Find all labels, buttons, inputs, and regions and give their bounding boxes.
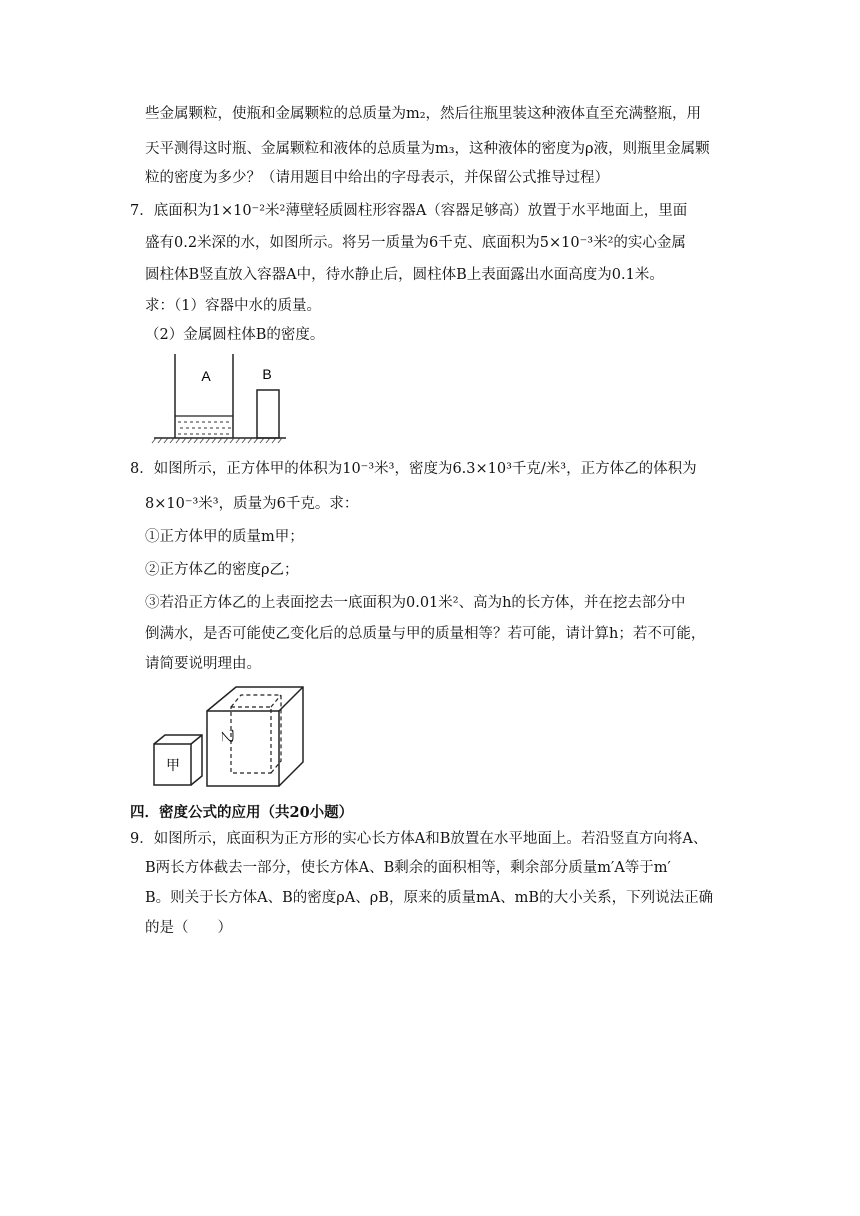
label-jia: 甲 (166, 758, 180, 774)
container-a (175, 354, 233, 438)
intro-line-2: 天平测得这时瓶、金属颗粒和液体的总质量为m₃，这种液体的密度为ρ液，则瓶里金属颗 (145, 141, 710, 157)
intro-line-1: 些金属颗粒，使瓶和金属颗粒的总质量为m₂，然后往瓶里装这种液体直至充满整瓶，用 (145, 106, 702, 122)
q7-figure (150, 352, 300, 444)
label-b: B (262, 366, 272, 382)
q8-line-1: 8．如图所示，正方体甲的体积为10⁻³米³，密度为6.3×10³千克/米³，正方体乙的体积为 (130, 461, 697, 477)
q8-line-2: 8×10⁻³米³，质量为6千克。求： (145, 496, 359, 512)
q8-line-7: 请简要说明理由。 (145, 656, 261, 672)
q9-line-1: 9．如图所示，底面积为正方形的实心长方体A和B放置在水平地面上。若沿竖直方向将A、 (130, 831, 708, 847)
water-level (178, 422, 231, 434)
cylinder-b (257, 390, 279, 438)
q7-line-1: 7．底面积为1×10⁻²米²薄壁轻质圆柱形容器A（容器足够高）放置于水平地面上，里面 (130, 203, 688, 219)
dug-cavity (231, 695, 281, 773)
intro-line-3: 粒的密度为多少？（请用题目中给出的字母表示，并保留公式推导过程） (145, 170, 609, 186)
q8-line-6: 倒满水，是否可能使乙变化后的总质量与甲的质量相等？若可能，请计算h；若不可能， (145, 626, 706, 642)
section-heading: 四．密度公式的应用（共20小题） (130, 804, 354, 821)
label-a: A (201, 368, 211, 384)
q7-line-5: （2）金属圆柱体B的密度。 (145, 327, 325, 343)
q9-line-2: B两长方体截去一部分，使长方体A、B剩余的面积相等，剩余部分质量m′A等于m′ (145, 860, 671, 876)
q7-line-3: 圆柱体B竖直放入容器A中，待水静止后，圆柱体B上表面露出水面高度为0.1米。 (145, 267, 664, 283)
q9-line-3: B。则关于长方体A、B的密度ρA、ρB，原来的质量mA、mB的大小关系，下列说法正确 (145, 890, 714, 906)
label-yi: 乙 (221, 729, 237, 743)
q8-line-3: ①正方体甲的质量m甲； (145, 529, 304, 545)
q9-line-4: 的是（ ） (145, 920, 232, 936)
q7-line-4: 求：（1）容器中水的质量。 (145, 298, 321, 314)
q8-figure (150, 684, 310, 788)
q8-line-4: ②正方体乙的密度ρ乙； (145, 562, 299, 578)
q8-line-5: ③若沿正方体乙的上表面挖去一底面积为0.01米²、高为h的长方体，并在挖去部分中 (145, 595, 686, 611)
q7-line-2: 盛有0.2米深的水，如图所示。将另一质量为6千克、底面积为5×10⁻³米²的实心金属 (145, 235, 686, 251)
